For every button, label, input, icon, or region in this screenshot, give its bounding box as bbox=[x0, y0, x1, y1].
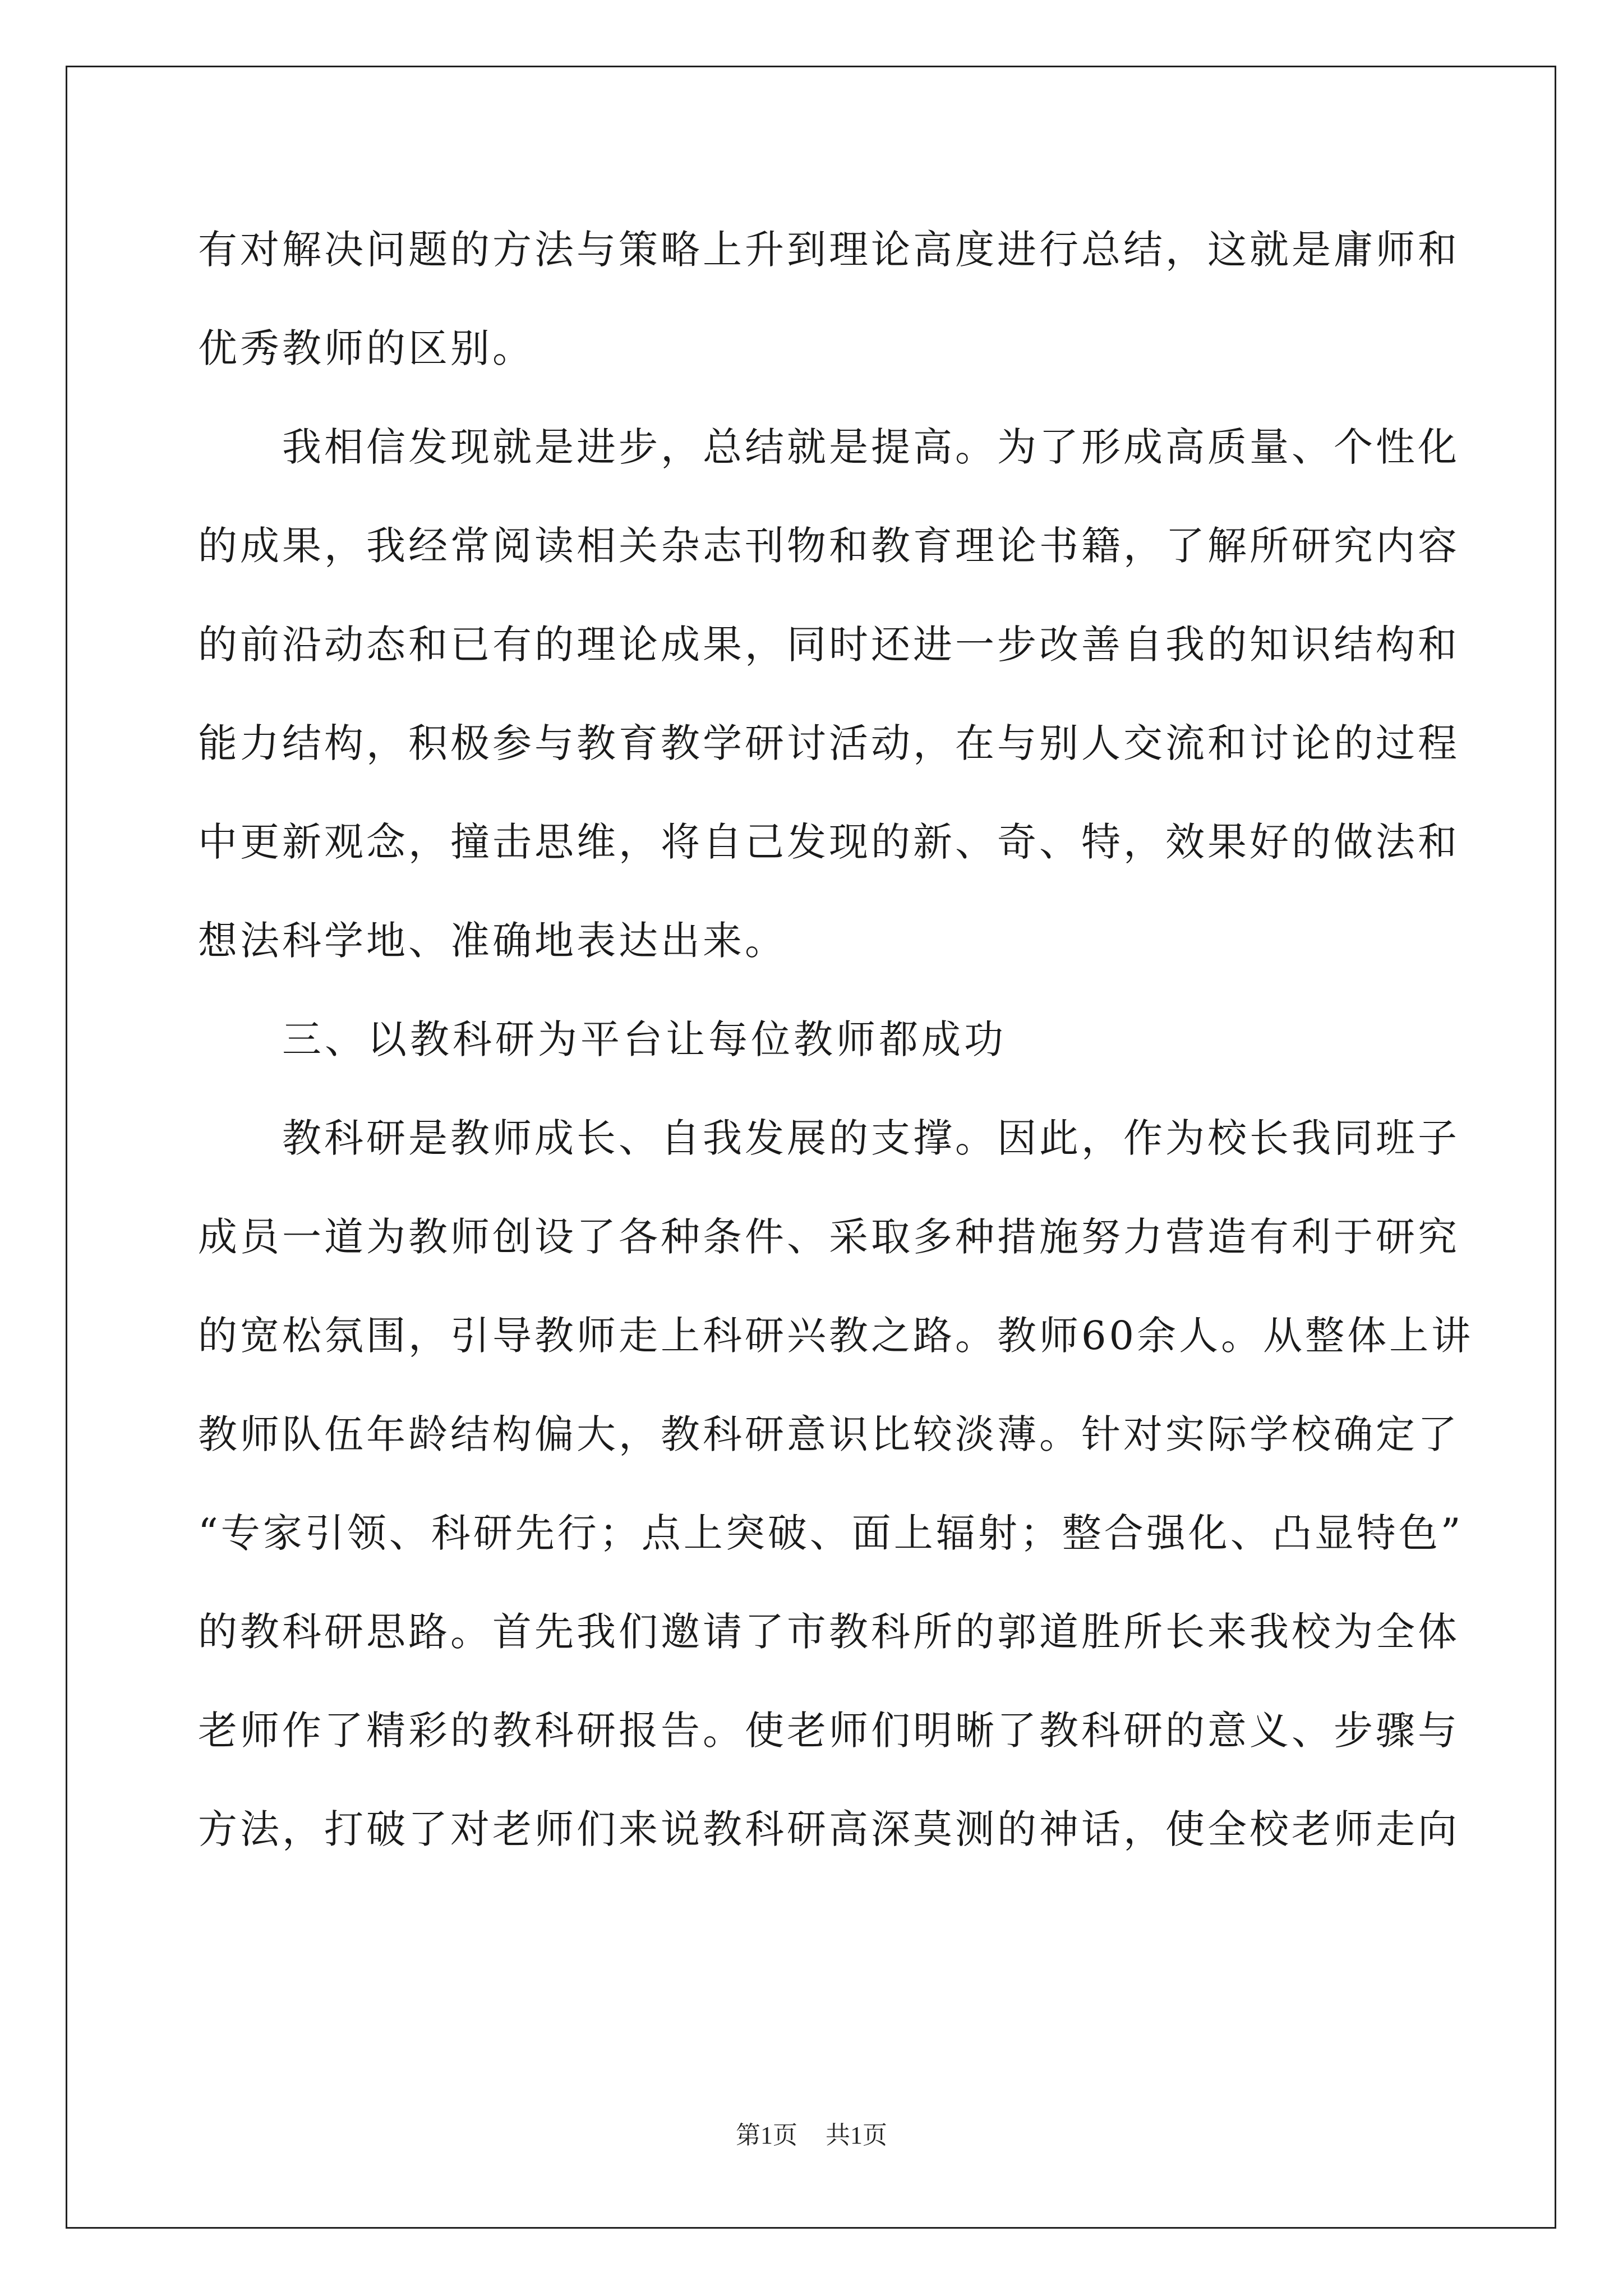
document-body bbox=[198, 210, 1474, 1889]
paragraph-line: 的宽松氛围，引导教师走上科研兴教之路。教师60余人。从整体上讲 bbox=[198, 1313, 1474, 1359]
section-heading: 三、以教科研为平台让每位教师都成功 bbox=[282, 1016, 1007, 1062]
paragraph-line: “专家引领、科研先行；点上突破、面上辐射；整合强化、凸显特色” bbox=[198, 1510, 1464, 1556]
page-number: 第1页 bbox=[736, 2122, 797, 2149]
paragraph-line: 教科研是教师成长、自我发展的支撑。因此，作为校长我同班子 bbox=[282, 1115, 1460, 1161]
paragraph-line: 有对解决问题的方法与策略上升到理论高度进行总结，这就是庸师和 bbox=[198, 227, 1460, 273]
paragraph-line: 中更新观念，撞击思维，将自己发现的新、奇、特，效果好的做法和 bbox=[198, 819, 1460, 865]
paragraph-line: 想法科学地、准确地表达出来。 bbox=[198, 918, 787, 964]
paragraph-line: 老师作了精彩的教科研报告。使老师们明晰了教科研的意义、步骤与 bbox=[198, 1708, 1460, 1754]
paragraph-line: 的前沿动态和已有的理论成果，同时还进一步改善自我的知识结构和 bbox=[198, 622, 1460, 668]
paragraph-line: 的教科研思路。首先我们邀请了市教科所的郭道胜所长来我校为全体 bbox=[198, 1609, 1460, 1655]
paragraph-line: 方法，打破了对老师们来说教科研高深莫测的神话，使全校老师走向 bbox=[198, 1806, 1460, 1852]
paragraph-line: 能力结构，积极参与教育教学研讨活动，在与别人交流和讨论的过程 bbox=[198, 720, 1460, 766]
page-footer bbox=[0, 2115, 1623, 2151]
paragraph-line: 的成果，我经常阅读相关杂志刊物和教育理论书籍，了解所研究内容 bbox=[198, 523, 1460, 569]
page-total: 共1页 bbox=[826, 2122, 887, 2149]
paragraph-line: 教师队伍年龄结构偏大，教科研意识比较淡薄。针对实际学校确定了 bbox=[198, 1411, 1460, 1457]
paragraph-line: 我相信发现就是进步，总结就是提高。为了形成高质量、个性化 bbox=[282, 424, 1460, 470]
paragraph-line: 优秀教师的区别。 bbox=[198, 325, 534, 371]
paragraph-line: 成员一道为教师创设了各种条件、采取多种措施努力营造有利于研究 bbox=[198, 1214, 1460, 1260]
